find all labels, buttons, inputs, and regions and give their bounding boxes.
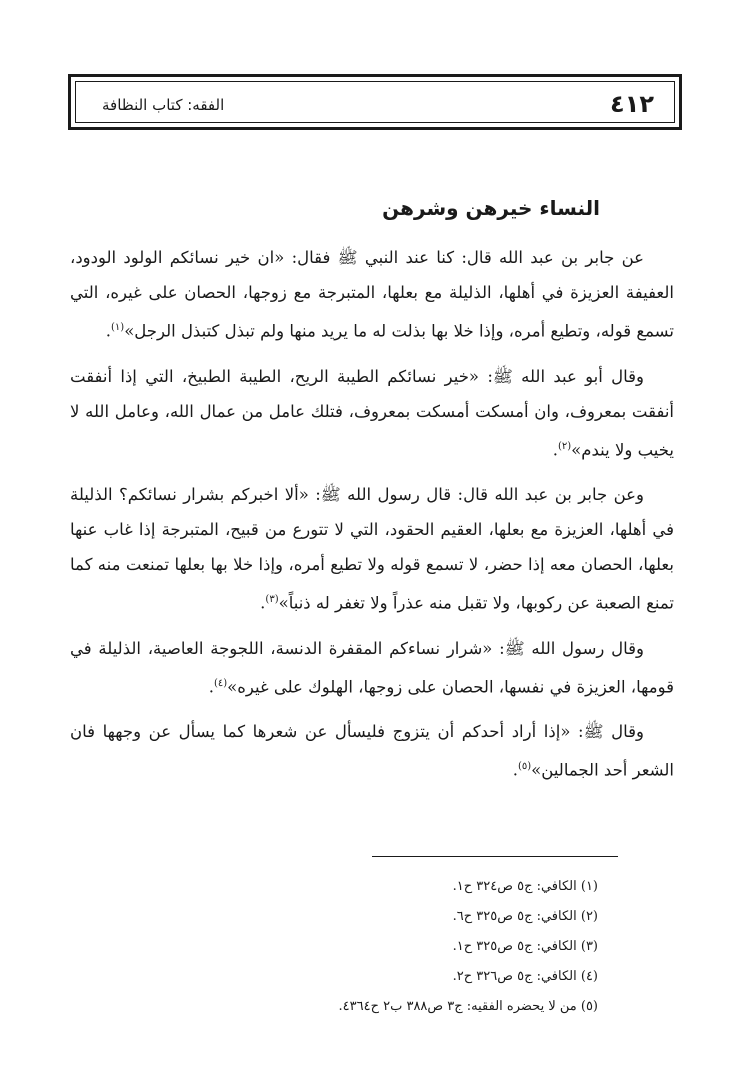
running-header <box>68 74 682 130</box>
footnote-ref: (١) <box>111 322 125 333</box>
footnote-ref: (٢) <box>557 440 572 452</box>
footnote: (٣) الكافي: ج٥ ص٣٢٥ ح١. <box>452 939 598 954</box>
footnote-ref: (٣) <box>265 594 279 605</box>
footnote-ref: (٥) <box>517 761 532 772</box>
paragraph-text: وقال رسول الله ﷺ: «شرار نساءكم المقفرة الدنسة، اللجوجة العاصية، الذليلة في قومها، العزيزة في نفسها، الحصان على زوجها، الهلوك على غيره» <box>70 638 674 696</box>
footnote: (٥) من لا يحضره الفقيه: ج٣ ص٣٨٨ ب٢ ح٤٣٦٤. <box>338 999 598 1014</box>
footnote-divider <box>372 856 618 857</box>
footnote: (١) الكافي: ج٥ ص٣٢٤ ح١. <box>452 879 598 894</box>
section-title: النساء خيرهن وشرهن <box>382 196 600 220</box>
footnote: (٤) الكافي: ج٥ ص٣٢٦ ح٢. <box>452 969 598 984</box>
paragraph: عن جابر بن عبد الله قال: كنا عند النبي ﷺ فقال: «ان خير نسائكم الولود الودود، العفيفة العزيزة في أهلها، الذليلة مع بعلها، المتبرجة مع زوجها، الحصان على غيره، التي تسمع قوله، وتطيع أمره، وإذا خلا بها بذلت له ما يريد منها ولم تبذل كتبذل الرجل»$^{(١)}$. <box>70 248 674 341</box>
page-number: ٤١٢ <box>610 90 654 118</box>
body-text <box>70 240 674 798</box>
paragraph-text: وعن جابر بن عبد الله قال: قال رسول الله ﷺ: «ألا اخبركم بشرار نسائكم؟ الذليلة في أهلها، العزيزة مع بعلها، العقيم الحقود، التي لا تتورع من قبيح، المتبرجة إذا غاب عنها بعلها، الحصان معه إذا حضر، لا تسمع قوله ولا تطيع أمره، وإذا خلا بها بعلها تمنعت منه كما تمنع الصعبة عن ركوبها، ولا تقبل منه عذراً ولا تغفر له ذنباً» <box>70 485 674 613</box>
footnote: (٢) الكافي: ج٥ ص٣٢٥ ح٦. <box>452 909 598 924</box>
paragraph: وعن جابر بن عبد الله قال: قال رسول الله ﷺ: «ألا اخبركم بشرار نسائكم؟ الذليلة في أهلها، العزيزة مع بعلها، العقيم الحقود، التي لا تتورع من قبيح، المتبرجة إذا غاب عنها بعلها، الحصان معه إذا حضر، لا تسمع قوله ولا تطيع أمره، وإذا خلا بها بعلها تمنعت منه كما تمنع الصعبة عن ركوبها، ولا تقبل منه عذراً ولا تغفر له ذنباً»$^{(٣)}$. <box>70 485 674 613</box>
paragraph-text: عن جابر بن عبد الله قال: كنا عند النبي ﷺ فقال: «ان خير نسائكم الولود الودود، العفيفة العزيزة في أهلها، الذليلة مع بعلها، المتبرجة مع زوجها، الحصان على غيره، التي تسمع قوله، وتطيع أمره، وإذا خلا بها بذلت له ما يريد منها ولم تبذل كتبذل الرجل» <box>70 248 674 341</box>
paragraph: وقال رسول الله ﷺ: «شرار نساءكم المقفرة الدنسة، اللجوجة العاصية، الذليلة في قومها، العزيزة في نفسها، الحصان على زوجها، الهلوك على غيره»$^{(٤)}$. <box>70 638 674 696</box>
footnote-ref: (٤) <box>213 677 228 689</box>
paragraph: وقال أبو عبد الله ﷺ: «خير نسائكم الطيبة الريح، الطيبة الطبيخ، التي إذا أنفقت أنفقت بمعروف، وان أمسكت أمسكت بمعروف، فتلك عامل من عمال الله، وعامل الله لا يخيب ولا يندم»$^{(٢)}$. <box>70 366 674 459</box>
footnotes <box>178 872 598 1022</box>
running-title: الفقه: كتاب النظافة <box>102 96 225 114</box>
paragraph-text: وقال أبو عبد الله ﷺ: «خير نسائكم الطيبة الريح، الطيبة الطبيخ، التي إذا أنفقت أنفقت بمعروف، وان أمسكت أمسكت بمعروف، فتلك عامل من عمال الله، وعامل الله لا يخيب ولا يندم» <box>70 366 674 459</box>
paragraph-text: وقال ﷺ: «إذا أراد أحدكم أن يتزوج فليسأل عن شعرها كما يسأل عن وجهها فان الشعر أحد الجمالين» <box>70 722 674 780</box>
header-inner-border <box>75 81 675 123</box>
paragraph: وقال ﷺ: «إذا أراد أحدكم أن يتزوج فليسأل عن شعرها كما يسأل عن وجهها فان الشعر أحد الجمالين»$^{(٥)}$. <box>70 722 674 780</box>
